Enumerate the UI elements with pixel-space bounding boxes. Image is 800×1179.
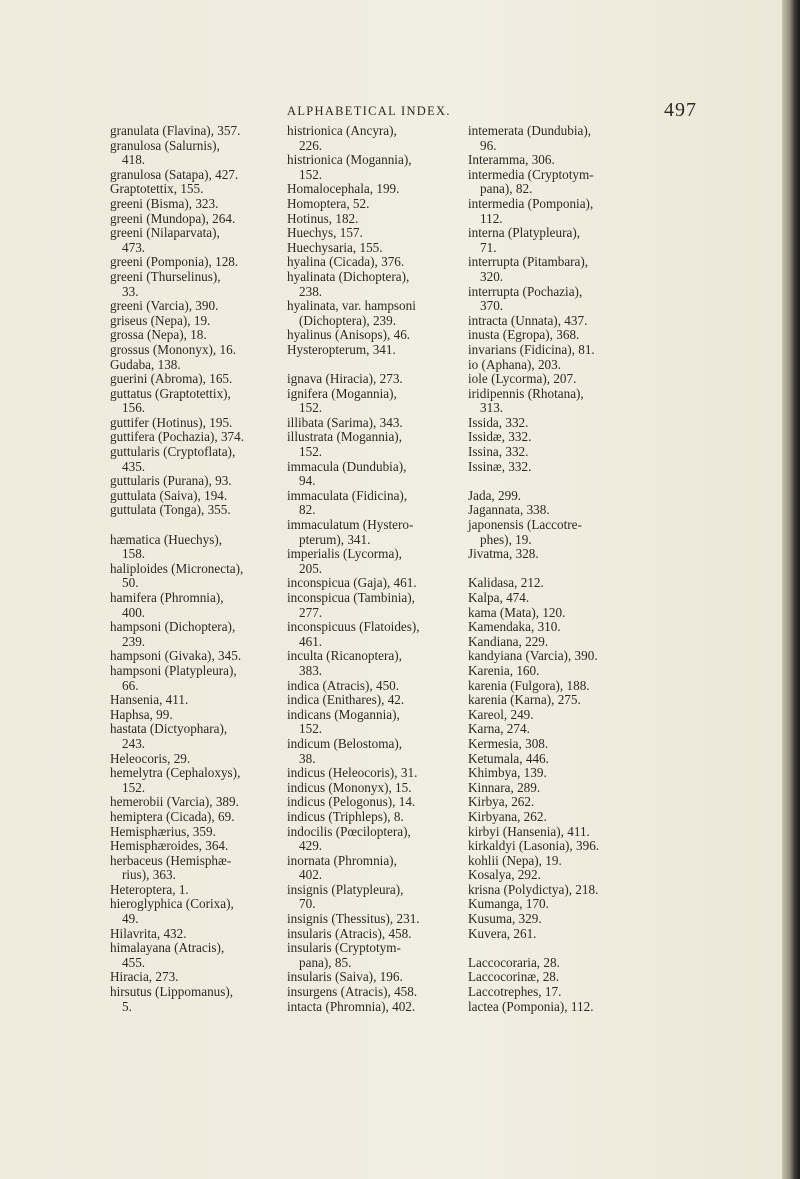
index-entry: Kuvera, 261.	[468, 925, 537, 941]
index-entry: granulata (Flavina), 357.	[110, 123, 241, 138]
index-entry: greeni (Pomponia), 128.	[110, 254, 239, 270]
index-entry: kama (Mata), 120.	[468, 604, 566, 620]
index-entry: Ketumala, 446.	[468, 750, 549, 766]
index-entry: iole (Lycorma), 207.	[468, 371, 577, 387]
index-entry: hyalinata (Dichoptera), 238.	[287, 268, 410, 299]
index-entry: Hysteropterum, 341.	[287, 341, 396, 357]
index-entry: ignifera (Mogannia), 152.	[287, 385, 397, 416]
index-entry: hyalinata, var. hampsoni (Dichoptera), 239.	[287, 298, 416, 328]
index-entry: insurgens (Atracis), 458.	[287, 984, 418, 1000]
index-entry: guerini (Abroma), 165.	[110, 371, 233, 387]
index-entry: intermedia (Pomponia), 112.	[468, 195, 594, 226]
index-entry: inconspicua (Gaja), 461.	[287, 575, 417, 591]
index-entry: intacta (Phromnia), 402.	[287, 998, 416, 1014]
index-entry: indicus (Mononyx), 15.	[287, 779, 412, 795]
index-entry: illibata (Sarima), 343.	[287, 414, 403, 430]
index-entry: guttifera (Pochazia), 374.	[110, 429, 245, 445]
index-entry: guttulata (Tonga), 355.	[110, 502, 231, 518]
index-entry: Issidæ, 332.	[468, 429, 532, 445]
index-entry: Homoptera, 52.	[287, 195, 370, 211]
index-entry: Kinnara, 289.	[468, 779, 541, 795]
index-entry: Khimbya, 139.	[468, 765, 547, 781]
index-entry: indica (Atracis), 450.	[287, 677, 400, 693]
index-entry: Jagannata, 338.	[468, 502, 550, 518]
index-entry: hampsoni (Dichoptera), 239.	[110, 619, 236, 649]
index-entry: Kumanga, 170.	[468, 896, 549, 912]
index-entry: Karna, 274.	[468, 721, 530, 737]
index-entry: Gudaba, 138.	[110, 356, 181, 372]
index-entry: interrupta (Pitambara), 320.	[468, 254, 589, 284]
index-entry: intermedia (Cryptotym- pana), 82.	[468, 166, 594, 197]
index-entry: insularis (Saiva), 196.	[287, 969, 403, 985]
index-entry: inornata (Phromnia), 402.	[287, 852, 397, 883]
index-entry: ignava (Hiracia), 273.	[287, 371, 403, 387]
index-entry: imperialis (Lycorma), 205.	[287, 546, 402, 576]
index-entry: hæmatica (Huechys), 158.	[110, 531, 223, 562]
index-entry: inculta (Ricanoptera), 383.	[287, 648, 402, 678]
index-entry: inconspicua (Tambinia), 277.	[287, 590, 415, 620]
index-entry: karenia (Fulgora), 188.	[468, 677, 590, 693]
index-entry: insignis (Platypleura), 70.	[287, 881, 404, 912]
letter-group-gap	[110, 518, 270, 533]
index-entry: indicus (Pelogonus), 14.	[287, 794, 416, 810]
index-entry: immaculatum (Hystero- pterum), 341.	[287, 517, 414, 547]
index-entry: indica (Enithares), 42.	[287, 692, 405, 708]
index-entry: insularis (Atracis), 458.	[287, 925, 412, 941]
index-entry: Kirbya, 262.	[468, 794, 535, 810]
index-entry: iridipennis (Rhotana), 313.	[468, 385, 584, 416]
index-entry: Jada, 299.	[468, 487, 522, 503]
index-entry: kohlii (Nepa), 19.	[468, 852, 562, 868]
index-entry: Laccotrephes, 17.	[468, 984, 562, 1000]
index-entry: Graptotettix, 155.	[110, 181, 204, 197]
index-entry: Kamendaka, 310.	[468, 619, 561, 635]
index-entry: greeni (Varcia), 390.	[110, 298, 219, 314]
index-entry: indicans (Mogannia), 152.	[287, 706, 400, 737]
index-entry: Kalpa, 474.	[468, 590, 530, 605]
index-entry: japonensis (Laccotre- phes), 19.	[468, 517, 582, 547]
index-entry: hyalina (Cicada), 376.	[287, 254, 405, 270]
index-entry: hampsoni (Platypleura), 66.	[110, 662, 237, 693]
index-entry: griseus (Nepa), 19.	[110, 312, 211, 328]
index-entry: guttifer (Hotinus), 195.	[110, 414, 233, 430]
index-entry: hirsutus (Lippomanus), 5.	[110, 984, 234, 1014]
index-entry: Hotinus, 182.	[287, 210, 359, 226]
index-entry: Haphsa, 99.	[110, 706, 173, 722]
index-entry: inusta (Egropa), 368.	[468, 327, 580, 343]
index-entry: hieroglyphica (Corixa), 49.	[110, 896, 234, 927]
index-entry: greeni (Mundopa), 264.	[110, 210, 236, 226]
index-entry: intemerata (Dundubia), 96.	[468, 123, 592, 153]
index-entry: Hemisphærius, 359.	[110, 823, 216, 839]
index-entry: hemerobii (Varcia), 389.	[110, 794, 239, 810]
index-entry: insularis (Cryptotym- pana), 85.	[287, 940, 401, 970]
index-entry: grossus (Mononyx), 16.	[110, 341, 237, 357]
index-entry: immaculata (Fidicina), 82.	[287, 487, 408, 518]
index-entry: grossa (Nepa), 18.	[110, 327, 207, 343]
index-entry: Issinæ, 332.	[468, 458, 532, 474]
index-entry: Hemisphæroides, 364.	[110, 838, 229, 854]
index-column-2	[287, 124, 462, 1014]
index-entry: illustrata (Mogannia), 152.	[287, 429, 402, 460]
index-entry: granulosa (Salurnis), 418.	[110, 137, 220, 168]
index-entry: indocilis (Pœciloptera), 429.	[287, 823, 411, 854]
index-entry: Heleocoris, 29.	[110, 750, 191, 766]
index-entry: Jivatma, 328.	[468, 546, 539, 562]
index-entry: indicum (Belostoma), 38.	[287, 735, 403, 766]
letter-group-gap	[287, 358, 462, 373]
index-entry: kirbyi (Hansenia), 411.	[468, 823, 590, 839]
index-column-3	[468, 124, 643, 1014]
index-entry: Laccocorinæ, 28.	[468, 969, 560, 985]
index-entry: Heteroptera, 1.	[110, 881, 189, 897]
index-entry: Homalocephala, 199.	[287, 181, 400, 197]
index-entry: Hansenia, 411.	[110, 692, 189, 708]
index-entry: Interamma, 306.	[468, 152, 555, 168]
letter-group-gap	[468, 474, 643, 489]
index-entry: krisna (Polydictya), 218.	[468, 881, 599, 897]
index-entry: hyalinus (Anisops), 46.	[287, 327, 411, 343]
index-entry: greeni (Nilaparvata), 473.	[110, 225, 220, 255]
index-entry: histrionica (Mogannia), 152.	[287, 152, 412, 182]
index-entry: Kalidasa, 212.	[468, 575, 544, 591]
running-head: ALPHABETICAL INDEX.	[287, 104, 451, 118]
index-entry: guttularis (Purana), 93.	[110, 473, 232, 489]
index-entry: immacula (Dundubia), 94.	[287, 458, 407, 489]
index-entry: Kareol, 249.	[468, 706, 534, 722]
index-entry: interrupta (Pochazia), 370.	[468, 283, 583, 314]
index-entry: kirkaldyi (Lasonia), 396.	[468, 838, 600, 854]
index-column-1	[110, 124, 270, 1014]
index-entry: insignis (Thessitus), 231.	[287, 911, 420, 927]
index-entry: hastata (Dictyophara), 243.	[110, 721, 228, 751]
index-entry: Hiracia, 273.	[110, 969, 179, 985]
letter-group-gap	[468, 562, 643, 577]
index-entry: Kermesia, 308.	[468, 735, 549, 751]
index-entry: Issina, 332.	[468, 444, 529, 460]
index-entry: Kosalya, 292.	[468, 867, 541, 883]
index-entry: lactea (Pomponia), 112.	[468, 998, 594, 1014]
index-entry: Karenia, 160.	[468, 662, 540, 678]
index-entry: indicus (Triphleps), 8.	[287, 808, 404, 824]
index-entry: greeni (Bisma), 323.	[110, 195, 219, 211]
index-entry: Huechysaria, 155.	[287, 239, 383, 255]
index-entry: Kandiana, 229.	[468, 633, 549, 649]
index-entry: Hilavrita, 432.	[110, 925, 187, 941]
letter-group-gap	[468, 941, 643, 956]
index-entry: granulosa (Satapa), 427.	[110, 166, 239, 182]
index-entry: guttatus (Graptotettix), 156.	[110, 385, 231, 416]
index-entry: invarians (Fidicina), 81.	[468, 341, 595, 357]
index-entry: Laccocoraria, 28.	[468, 954, 560, 970]
index-entry: Issida, 332.	[468, 414, 529, 430]
index-entry: indicus (Heleocoris), 31.	[287, 765, 418, 781]
index-entry: herbaceus (Hemisphæ- rius), 363.	[110, 852, 232, 883]
index-entry: hemelytra (Cephaloxys), 152.	[110, 765, 241, 795]
index-entry: karenia (Karna), 275.	[468, 692, 581, 708]
index-entry: kandyiana (Varcia), 390.	[468, 648, 598, 664]
index-entry: histrionica (Ancyra), 226.	[287, 123, 397, 153]
index-entry: guttularis (Cryptoflata), 435.	[110, 444, 236, 474]
index-entry: inconspicuus (Flatoides), 461.	[287, 619, 420, 649]
index-entry: hampsoni (Givaka), 345.	[110, 648, 242, 664]
index-entry: io (Aphana), 203.	[468, 356, 562, 372]
index-entry: greeni (Thurselinus), 33.	[110, 268, 221, 299]
index-entry: Huechys, 157.	[287, 225, 363, 241]
index-entry: haliploides (Micronecta), 50.	[110, 560, 244, 591]
book-spine-edge	[782, 0, 800, 1179]
index-entry: hamifera (Phromnia), 400.	[110, 590, 224, 620]
page-number: 497	[664, 99, 697, 121]
index-entry: interna (Platypleura), 71.	[468, 225, 581, 255]
index-entry: himalayana (Atracis), 455.	[110, 940, 225, 970]
index-entry: guttulata (Saiva), 194.	[110, 487, 228, 503]
index-entry: Kirbyana, 262.	[468, 808, 547, 824]
index-entry: intracta (Unnata), 437.	[468, 312, 588, 328]
index-entry: Kusuma, 329.	[468, 911, 542, 927]
index-entry: hemiptera (Cicada), 69.	[110, 808, 235, 824]
